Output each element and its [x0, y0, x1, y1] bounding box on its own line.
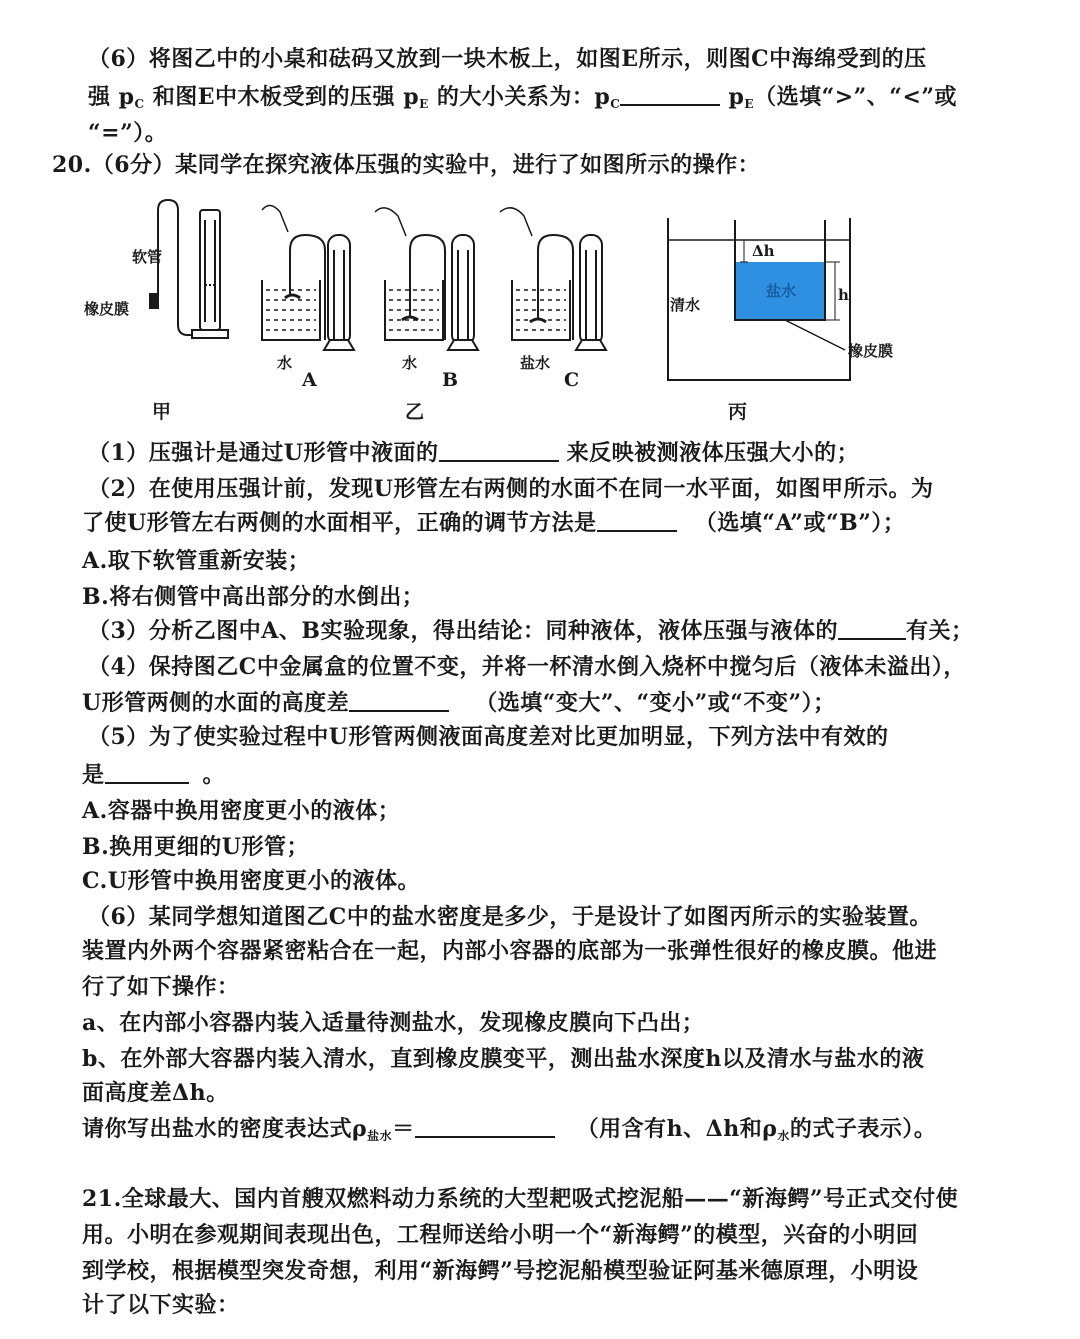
q20-2-blank[interactable]: [597, 508, 677, 532]
label-water-a: 水: [277, 354, 293, 372]
label-b: B: [442, 369, 459, 391]
label-dh: Δh: [752, 242, 775, 260]
q19-6-line3: “=”）。: [88, 120, 168, 146]
q19-6-sub2: E: [419, 97, 429, 111]
q20-5-option-b: B.换用更细的U形管；: [82, 834, 309, 860]
q19-6-line2: [88, 82, 957, 119]
q20-6-expr-sub2: 水: [777, 1129, 790, 1143]
q20-6-line1: （6）某同学想知道图乙C中的盐水密度是多少，于是设计了如图丙所示的实验装置。: [88, 904, 932, 930]
q20-3: [88, 616, 974, 646]
q19-6-text-d: p: [720, 84, 745, 110]
label-water-b: 水: [402, 354, 418, 372]
q20-1: [88, 438, 859, 468]
hand-c: [500, 208, 532, 236]
q21-line2: 用。小明在参观期间表现出色，工程师送给小明一个“新海鳄”的模型，兴奋的小明回: [82, 1222, 919, 1248]
q19-6-text-b: 和图E中木板受到的压强 p: [144, 84, 420, 110]
metal-box-a: [285, 295, 300, 298]
label-bing: 丙: [728, 401, 748, 423]
q20-6-expr-b: ＝: [392, 1116, 415, 1142]
q20-5-line1: （5）为了使实验过程中U形管两侧液面高度差对比更加明显，下列方法中有效的: [88, 724, 889, 750]
q20-6-step-a: a、在内部小容器内装入适量待测盐水，发现橡皮膜向下凸出；: [82, 1010, 705, 1036]
q20-3-text-a: （3）分析乙图中A、B实验现象，得出结论：同种液体，液体压强与液体的: [88, 618, 838, 644]
q19-6-sub3: C: [610, 97, 621, 111]
membrane-probe: [150, 294, 158, 308]
q20-5-text-b: 。: [202, 762, 226, 788]
label-hose: 软管: [132, 248, 163, 266]
label-jia: 甲: [152, 401, 172, 423]
manometer-base: [192, 330, 228, 338]
q20-6-expr-a: 请你写出盐水的密度表达式ρ: [82, 1116, 368, 1142]
hand-a: [262, 205, 288, 232]
q20-5-blank[interactable]: [105, 760, 189, 784]
q21-line1: 21.全球最大、国内首艘双燃料动力系统的大型耙吸式挖泥船——“新海鳄”号正式交付使: [82, 1186, 959, 1212]
label-salt-box: 盐水: [766, 282, 797, 300]
q20-1-text-a: （1）压强计是通过U形管中液面的: [88, 440, 439, 466]
q20-4-line1: （4）保持图乙C中金属盒的位置不变，并将一杯清水倒入烧杯中搅匀后（液体未溢出），: [88, 654, 966, 680]
q20-5-line2: [82, 760, 225, 790]
q19-6-line1: （6）将图乙中的小桌和砝码又放到一块木板上，如图E所示，则图C中海绵受到的压: [88, 46, 927, 72]
q19-6-sub1: C: [134, 97, 145, 111]
q20-4-text-a: U形管两侧的水面的高度差: [82, 690, 350, 716]
label-c: C: [564, 369, 580, 391]
q20-2-option-a: A.取下软管重新安装；: [82, 548, 311, 574]
q20-5-option-a: A.容器中换用密度更小的液体；: [82, 798, 401, 824]
q20-6-step-b-line2: 面高度差Δh。: [82, 1080, 229, 1106]
q19-6-text-e: （选填“>”、“<”或: [754, 84, 958, 110]
label-h: h: [838, 286, 849, 304]
q20-6-line3: 行了如下操作：: [82, 974, 240, 1000]
q20-2-line1: （2）在使用压强计前，发现U形管左右两侧的水面不在同一水平面，如图甲所示。为: [88, 476, 934, 502]
q20-2-option-b: B.将右侧管中高出部分的水倒出；: [82, 584, 425, 610]
q20-1-blank[interactable]: [439, 438, 559, 462]
q20-6-expression: [82, 1114, 936, 1151]
q19-6-sub4: E: [744, 97, 755, 111]
q20-5-text-a: 是: [82, 762, 105, 788]
q20-2-line2: [82, 508, 905, 538]
q20-2-text-b: （选填“A”或“B”）；: [694, 510, 906, 536]
label-a: A: [302, 369, 317, 391]
q20-6-step-b-line1: b、在外部大容器内装入清水，直到橡皮膜变平，测出盐水深度h以及清水与盐水的液: [82, 1046, 925, 1072]
q20-3-blank[interactable]: [838, 616, 906, 640]
beaker-b: [375, 208, 478, 350]
q19-6-text-c: 的大小关系为：p: [428, 84, 611, 110]
q20-2-text-a: 了使U形管左右两侧的水面相平，正确的调节方法是: [82, 510, 597, 536]
hand-b: [375, 208, 406, 236]
q21-line3: 到学校，根据模型突发奇想，利用“新海鳄”号挖泥船模型验证阿基米德原理，小明设: [82, 1258, 919, 1284]
label-membrane: 橡皮膜: [84, 300, 130, 318]
q20-1-text-b: 来反映被测液体压强大小的；: [558, 440, 860, 466]
q20-3-text-b: 有关；: [905, 618, 974, 644]
q20-6-line2: 装置内外两个容器紧密粘合在一起，内部小容器的底部为一张弹性很好的橡皮膜。他进: [82, 938, 938, 964]
q20-4-blank[interactable]: [349, 688, 449, 712]
label-saltwater: 盐水: [520, 354, 551, 372]
manometer-jia: [150, 200, 228, 338]
q20-5-option-c: C.U形管中换用密度更小的液体。: [82, 868, 420, 894]
q20-4-line2: [82, 688, 836, 718]
label-membrane2: 橡皮膜: [848, 342, 894, 360]
q20-4-text-b: （选填“变大”、“变小”或“不变”）；: [475, 690, 836, 716]
q20-6-expr-sub: 盐水: [367, 1129, 393, 1143]
label-yi: 乙: [405, 401, 425, 423]
q19-6-text-a: 强 p: [88, 84, 135, 110]
q20-header: 20.（6分）某同学在探究液体压强的实验中，进行了如图所示的操作：: [52, 152, 761, 178]
beaker-c: [500, 208, 606, 350]
beaker-a: [262, 205, 354, 350]
q20-figure: [80, 190, 930, 430]
q20-6-expr-c: （用含有h、Δh和ρ: [576, 1116, 778, 1142]
q20-6-expr-d: 的式子表示）。: [789, 1116, 937, 1142]
u-tube-board: [200, 210, 220, 330]
q20-6-blank[interactable]: [415, 1114, 555, 1138]
label-clear-water: 清水: [670, 296, 701, 314]
q21-line4: 计了以下实验：: [82, 1292, 240, 1318]
q19-6-answer-blank[interactable]: [620, 82, 720, 106]
